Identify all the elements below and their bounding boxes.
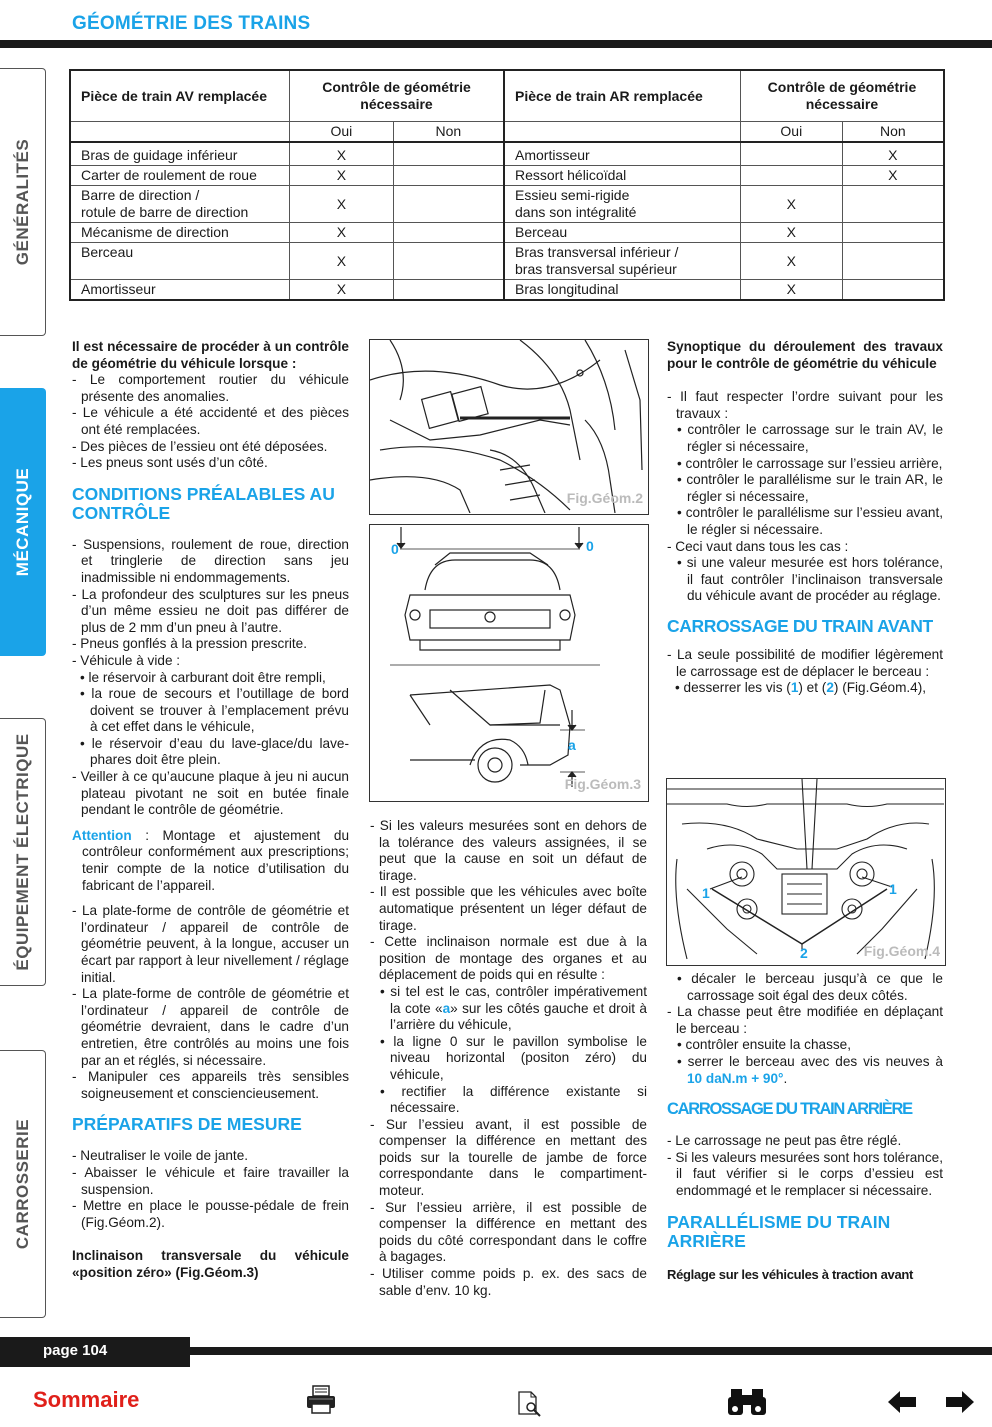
table-header: Contrôle de géométrie nécessaire (290, 70, 505, 122)
table-subheader: Oui (290, 122, 394, 143)
table-cell (842, 280, 944, 301)
table-cell: X (842, 142, 944, 166)
table-cell: Amortisseur (70, 280, 290, 301)
table-cell: Essieu semi-rigide dans son intégralité (504, 186, 740, 223)
table-cell: Mécanisme de direction (70, 223, 290, 243)
table-cell: X (290, 186, 394, 223)
list-item: - Si les valeurs mesurées sont hors tolérance, il faut vérifier si le corps d’essieu est endommagé et le remplacer si nécessaire. (667, 1149, 943, 1198)
table-cell (842, 243, 944, 280)
list-item: - Le carrossage ne peut pas être réglé. (667, 1133, 902, 1149)
pedal-illustration (370, 340, 647, 513)
list-item: • contrôler le carrossage sur l’essieu arrière, (677, 455, 943, 471)
list-item: - Neutraliser le voile de jante. (72, 1148, 249, 1164)
table-row (70, 223, 944, 243)
table-cell: Ressort hélicoïdal (504, 166, 740, 186)
table-cell: X (290, 243, 394, 280)
sidebar-tab-label: MÉCANIQUE (12, 467, 32, 577)
list-item: - Cette inclinaison normale est due à la position de montage des organes et au déplacement de poids qui en résulte : (370, 934, 647, 983)
section-heading-carrossage-arriere: CARROSSAGE DU TRAIN ARRIÈRE (667, 1100, 912, 1119)
callout-1-left: 1 (702, 885, 710, 901)
table-row (70, 280, 944, 301)
list-item: • contrôler le carrossage sur le train AV, le régler si nécessaire, (677, 422, 943, 454)
callout-1-right: 1 (889, 881, 897, 897)
geometry-table (69, 69, 945, 301)
section-heading-carrossage-avant: CARROSSAGE DU TRAIN AVANT (667, 615, 933, 636)
table-subheader-row (70, 122, 944, 143)
list-item: • serrer le berceau avec des vis neuves à 10 daN.m + 90°. (677, 1053, 943, 1086)
figure-geom-4 (666, 778, 946, 966)
binoculars-icon[interactable] (727, 1385, 767, 1422)
table-row (70, 243, 944, 280)
sidebar-tab-generalites[interactable] (0, 68, 46, 336)
list-item: • si une valeur mesurée est hors tolérance, il faut contrôler l’inclinaison transversale du véhicule avant de procéder au réglage. (677, 555, 943, 604)
section-heading-parallelisme: PARALLÉLISME DU TRAIN ARRIÈRE (667, 1211, 891, 1251)
figure-geom-3 (369, 524, 649, 802)
list-item: - Le comportement routier du véhicule présente des anomalies. (72, 372, 349, 404)
table-cell: Barre de direction / rotule de barre de direction (70, 186, 290, 223)
figure-caption: Fig.Géom.3 (564, 776, 641, 792)
table-header: Pièce de train AV remplacée (70, 70, 290, 122)
list-item: - La seule possibilité de modifier légèrement le carrossage est de déplacer le berceau : (667, 646, 943, 679)
list-item: - Mettre en place le pousse-pédale de frein (Fig.Géom.2). (72, 1198, 349, 1230)
sidebar-tab-label: ÉQUIPEMENT ÉLECTRIQUE (12, 733, 32, 971)
list-item: • contrôler le parallélisme sur le train AR, le régler si nécessaire, (677, 472, 943, 504)
callout-2: 2 (800, 945, 808, 961)
list-item: - Des pièces de l’essieu ont été déposées. (72, 438, 328, 454)
table-cell (393, 186, 504, 223)
table-cell (740, 166, 842, 186)
table-cell: X (740, 243, 842, 280)
list-item: - Les pneus sont usés d’un côté. (72, 455, 268, 471)
attention-label: Attention (72, 827, 132, 843)
table-cell (842, 186, 944, 223)
column-1 (72, 339, 349, 1282)
search-document-icon[interactable] (517, 1390, 545, 1423)
table-cell: X (290, 223, 394, 243)
dimension-a-label: a (568, 737, 576, 753)
table-cell: Bras longitudinal (504, 280, 740, 301)
table-cell: X (740, 186, 842, 223)
footer-divider (190, 1347, 992, 1355)
list-item: - La plate-forme de contrôle de géométrie et l’ordinateur / appareil de contrôle de géométrie peuvent, à la longue, accuser un écart par rapport à leur nivellement / réglage initial. (72, 903, 349, 985)
car-illustration (370, 525, 647, 800)
list-item: - Pneus gonflés à la pression prescrite. (72, 636, 307, 652)
sidebar-tab-label: GÉNÉRALITÉS (12, 138, 32, 266)
table-cell: X (290, 142, 394, 166)
arrow-right-icon[interactable] (945, 1390, 975, 1419)
table-cell: Bras de guidage inférieur (70, 142, 290, 166)
table-cell (393, 280, 504, 301)
column-2 (370, 818, 647, 1299)
zero-label-left: 0 (391, 541, 399, 557)
table-row (70, 166, 944, 186)
list-item: - Utiliser comme poids p. ex. des sacs de sable d’env. 10 kg. (370, 1266, 647, 1298)
list-item: - Ceci vaut dans tous les cas : (667, 538, 849, 554)
list-item: - Il est possible que les véhicules avec boîte automatique présentent un léger défaut de tirage. (370, 884, 647, 933)
list-item: • décaler le berceau jusqu’à ce que le carrossage soit égal des deux côtés. (677, 971, 943, 1003)
list-item: • le réservoir à carburant doit être rempli, (80, 669, 326, 685)
sidebar-tab-mecanique[interactable] (0, 388, 46, 656)
subheading-inclinaison: Inclinaison transversale du véhicule «position zéro» (Fig.Géom.3) (72, 1248, 349, 1280)
table-header: Contrôle de géométrie nécessaire (740, 70, 944, 122)
table-subheader: Non (842, 122, 944, 143)
table-cell: X (842, 166, 944, 186)
table-cell: Berceau (70, 243, 290, 280)
list-item: • le réservoir d’eau du lave-glace/du lave-phares doit être plein. (80, 735, 349, 768)
figure-caption: Fig.Géom.4 (863, 943, 940, 959)
intro-text: Il est nécessaire de procéder à un contrôle de géométrie du véhicule lorsque : (72, 339, 349, 371)
table-cell: Bras transversal inférieur / bras transversal supérieur (504, 243, 740, 280)
list-item: - Manipuler ces appareils très sensibles soigneusement et consciencieusement. (72, 1069, 349, 1101)
table-subheader: Oui (740, 122, 842, 143)
synoptique-heading: Synoptique du déroulement des travaux pour le contrôle de géométrie du véhicule (667, 339, 943, 371)
header-divider (0, 40, 992, 48)
list-item: • contrôler le parallélisme sur l’essieu avant, le régler si nécessaire. (677, 505, 943, 537)
sidebar-tab-equipement-electrique[interactable] (0, 718, 46, 986)
list-item: • la roue de secours et l’outillage de bord doivent se trouver à l’emplacement prévu à cet effet dans le véhicule, (80, 686, 349, 735)
list-item: - Il faut respecter l’ordre suivant pour les travaux : (667, 389, 943, 421)
sidebar-tab-carrosserie[interactable] (0, 1050, 46, 1318)
list-item: - Suspensions, roulement de roue, direction et tringlerie de direction sans jeu inadmissible ni endommagements. (72, 536, 349, 585)
table-row (70, 186, 944, 223)
list-item: - Sur l’essieu avant, il est possible de compenser la différence en mettant des poids sur la tourelle de jambe de force correspondante dans le compartiment-moteur. (370, 1116, 647, 1199)
attention-note: Attention : Montage et ajustement du contrôleur conformément aux prescriptions; tenir compte de la notice d’utilisation du fabricant de l’appareil. (72, 827, 349, 893)
page-number: page 104 (0, 1337, 190, 1367)
table-cell: X (740, 223, 842, 243)
list-item: - Sur l’essieu arrière, il est possible de compenser la différence en mettant des poids du côté correspondant dans le coffre à bagages. (370, 1199, 647, 1265)
table-cell (393, 142, 504, 166)
page-title: GÉOMÉTRIE DES TRAINS (72, 13, 311, 34)
table-cell (393, 243, 504, 280)
column-3b (667, 971, 943, 1283)
table-cell (393, 166, 504, 186)
print-icon[interactable] (305, 1385, 337, 1420)
table-cell: Carter de roulement de roue (70, 166, 290, 186)
table-row (70, 142, 944, 166)
list-item: • contrôler ensuite la chasse, (677, 1037, 852, 1053)
sidebar-tab-label: CARROSSERIE (12, 1118, 32, 1250)
zero-label-right: 0 (586, 538, 594, 554)
table-cell (842, 223, 944, 243)
list-item: - Véhicule à vide : (72, 652, 181, 668)
list-item: - Abaisser le véhicule et faire travailler la suspension. (72, 1164, 349, 1197)
table-subheader: Non (393, 122, 504, 143)
list-item: - Veiller à ce qu’aucune plaque à jeu ni aucun plateau pivotant ne soit en butée finale pendant le contrôle de géométrie. (72, 769, 349, 818)
list-item: • si tel est le cas, contrôler impérativement la cote «a» sur les côtés gauche et droit à l’arrière du véhicule, (380, 983, 647, 1033)
figure-caption: Fig.Géom.2 (566, 490, 643, 506)
list-item: - Si les valeurs mesurées sont en dehors de la tolérance des valeurs assignées, il se peut que la cause en soit un défaut de tirage. (370, 818, 647, 883)
list-item: • rectifier la différence existante si nécessaire. (380, 1083, 647, 1116)
list-item: • desserrer les vis (1) et (2) (Fig.Géom.4), (675, 680, 927, 696)
list-item: • la ligne 0 sur le pavillon symbolise le niveau horizontal (positon zéro) du véhicule, (380, 1033, 647, 1082)
table-cell: X (290, 280, 394, 301)
subframe-illustration (667, 779, 944, 964)
list-item: - La plate-forme de contrôle de géométrie et l’ordinateur / appareil de contrôle de géométrie devraient, dans le cadre d’un entretien, être contrôlés au moins une fois par an et réglés, si nécessaire. (72, 986, 349, 1068)
table-cell (393, 223, 504, 243)
table-cell (740, 142, 842, 166)
list-item: - La profondeur des sculptures sur les pneus d’un même essieu ne doit pas différer de plus de 2 mm d’un pneu à l’autre. (72, 586, 349, 635)
column-3 (667, 339, 943, 697)
section-heading-conditions: CONDITIONS PRÉALABLES AU CONTRÔLE (72, 483, 335, 523)
table-cell: Amortisseur (504, 142, 740, 166)
figure-geom-2 (369, 339, 649, 515)
section-heading-preparatifs: PRÉPARATIFS DE MESURE (72, 1114, 302, 1135)
subheading-reglage: Réglage sur les véhicules à traction avant (667, 1266, 914, 1282)
arrow-left-icon[interactable] (887, 1390, 917, 1419)
table-cell: X (290, 166, 394, 186)
list-item: - La chasse peut être modifiée en déplaçant le berceau : (667, 1004, 943, 1036)
table-header: Pièce de train AR remplacée (504, 70, 740, 122)
sommaire-link[interactable]: Sommaire (33, 1387, 140, 1412)
table-cell: Berceau (504, 223, 740, 243)
table-cell: X (740, 280, 842, 301)
table-header-row (70, 70, 944, 122)
list-item: - Le véhicule a été accidenté et des pièces ont été remplacées. (72, 405, 349, 437)
